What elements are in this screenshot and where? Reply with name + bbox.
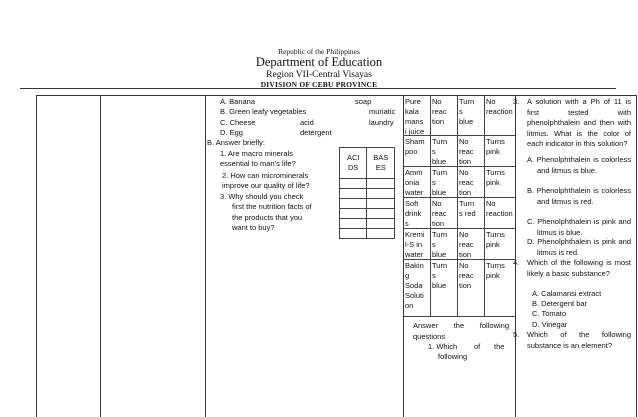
brief-question-2: 2. How can microminerals xyxy=(222,171,309,180)
acid-answer-cell[interactable] xyxy=(340,219,367,229)
choice-d: D. Egg xyxy=(220,128,243,137)
substance-name xyxy=(405,97,429,137)
cell-line: poo xyxy=(405,147,418,156)
question-5-text: Which of the following substance is an element? xyxy=(527,330,631,350)
acid-answer-cell[interactable] xyxy=(340,179,367,189)
cell-line: reac xyxy=(459,178,474,187)
cell-line: s xyxy=(432,271,436,280)
cell-line: No xyxy=(486,97,496,106)
cell-line: Soda xyxy=(405,281,423,290)
substance-name xyxy=(405,168,429,198)
cell-line: pink xyxy=(486,271,500,280)
cell-line: onia xyxy=(405,178,420,187)
question-5-number: 5. xyxy=(513,330,520,339)
cell-line: No xyxy=(432,97,442,106)
cell-line: water xyxy=(405,250,424,259)
base-answer-cell[interactable] xyxy=(367,229,395,239)
red-litmus-result xyxy=(432,261,456,291)
cell-line: s xyxy=(432,178,436,187)
choice-b: B. Green leafy vegetables xyxy=(220,107,307,116)
cell-line: mans xyxy=(405,117,424,126)
cell-line: Soft xyxy=(405,199,419,208)
question-3-option-c: C. Phenolphthalein is pink and litmus is blue. xyxy=(527,217,631,237)
cell-line: reac xyxy=(459,147,474,156)
cell-line: Turn xyxy=(432,168,448,177)
acids-header: ACI DS xyxy=(340,148,367,179)
result-row-divider xyxy=(403,316,515,317)
base-answer-cell[interactable] xyxy=(367,199,395,209)
cell-line: No xyxy=(459,168,469,177)
cell-line: Kremi xyxy=(405,230,425,239)
substance-acid: acid xyxy=(300,118,314,127)
cell-line: Turns xyxy=(486,137,505,146)
question-3-text: A solution with a Ph of 11 is first tested with phenolphthalein and then with litmus. What is the color of each indicator in this solution? xyxy=(527,97,631,148)
cell-line: pink xyxy=(486,178,500,187)
cell-line: Turn xyxy=(432,137,448,146)
cell-line: No xyxy=(486,199,496,208)
cell-line: blue xyxy=(459,117,474,126)
blue-litmus-result xyxy=(459,97,483,127)
blue-litmus-result xyxy=(459,168,483,198)
brief-question-2-cont: improve our quality of life? xyxy=(222,181,310,190)
brief-question-3-cont: want to buy? xyxy=(232,223,275,232)
cell-line: kala xyxy=(405,107,419,116)
cell-line: blue xyxy=(432,250,447,259)
cell-line: tion xyxy=(432,219,445,228)
phenolphthalein-result xyxy=(486,168,514,188)
base-answer-cell[interactable] xyxy=(367,189,395,199)
phenolphthalein-result xyxy=(486,230,514,250)
red-litmus-result xyxy=(432,230,456,260)
choice-a: A. Banana xyxy=(220,97,256,106)
cell-line: reac xyxy=(459,271,474,280)
cell-line: water xyxy=(405,188,424,197)
substance-name xyxy=(405,230,429,260)
republic-line: Republic of the Philippines xyxy=(278,47,360,56)
result-column-divider xyxy=(457,95,458,316)
open-question-1-cont: following xyxy=(438,352,468,361)
question-4-option-b: B. Detergent bar xyxy=(532,299,588,308)
cell-line: pink xyxy=(486,240,500,249)
cell-line: s xyxy=(432,147,436,156)
acid-answer-cell[interactable] xyxy=(340,189,367,199)
cell-line: blue xyxy=(432,188,447,197)
cell-line: tion xyxy=(459,281,472,290)
cell-line: reaction xyxy=(486,107,513,116)
cell-line: Turns xyxy=(486,230,505,239)
cell-line: Sham xyxy=(405,137,425,146)
substance-detergent: detergent xyxy=(300,128,332,137)
acid-answer-cell[interactable] xyxy=(340,209,367,219)
brief-question-3-cont: first the nutrition facts of xyxy=(232,202,312,211)
blue-litmus-result xyxy=(459,199,483,219)
cell-line: s xyxy=(459,107,463,116)
result-column-divider xyxy=(430,95,431,316)
cell-line: drink xyxy=(405,209,422,218)
base-answer-cell[interactable] xyxy=(367,219,395,229)
substance-laundry: laundry xyxy=(369,118,394,127)
division-line: DIVISION OF CEBU PROVINCE xyxy=(260,80,378,89)
base-answer-cell[interactable] xyxy=(367,209,395,219)
cell-line: s xyxy=(432,240,436,249)
blue-litmus-result xyxy=(459,261,483,291)
cell-line: No xyxy=(459,137,469,146)
question-3-option-b: B. Phenolphthalein is colorless and litmus is red. xyxy=(527,186,631,206)
question-4-option-d: D. Vinegar xyxy=(532,320,568,329)
cell-line: blue xyxy=(432,157,447,166)
cell-line: g xyxy=(405,271,410,280)
choice-c: C. Cheese xyxy=(220,118,256,127)
cell-line: i juice xyxy=(405,127,425,136)
bases-header: BAS ES xyxy=(367,148,395,179)
acid-answer-cell[interactable] xyxy=(340,229,367,239)
phenolphthalein-result xyxy=(486,261,514,281)
cell-line: Bakin xyxy=(405,261,424,270)
column-divider-2 xyxy=(205,95,206,417)
blue-litmus-result xyxy=(459,230,483,260)
question-3-option-a: A. Phenolphthalein is colorless and litmus is blue. xyxy=(527,155,631,175)
phenolphthalein-result xyxy=(486,199,514,219)
question-4-option-c: C. Tomato xyxy=(532,309,567,318)
cell-line: Turns xyxy=(486,168,505,177)
cell-line: Turn xyxy=(432,261,448,270)
substance-muriatic: muriatic xyxy=(369,107,396,116)
cell-line: s xyxy=(405,219,409,228)
substance-name xyxy=(405,261,429,311)
blue-litmus-result xyxy=(459,137,483,167)
cell-line: Turn xyxy=(459,199,475,208)
open-question-1: 1. Which xyxy=(428,342,458,351)
cell-line: Turns xyxy=(486,261,505,270)
cell-line: tion xyxy=(459,250,472,259)
cell-line: No xyxy=(459,261,469,270)
column-divider-1 xyxy=(100,95,101,417)
phenolphthalein-result xyxy=(486,137,514,157)
cell-line: Pure xyxy=(405,97,421,106)
red-litmus-result xyxy=(432,97,456,127)
cell-line: s red xyxy=(459,209,476,218)
acids-bases-grid xyxy=(339,147,395,239)
cell-line: Turn xyxy=(432,230,448,239)
phenolphthalein-result xyxy=(486,97,514,117)
cell-line: reac xyxy=(432,107,447,116)
cell-line: Amm xyxy=(405,168,423,177)
result-column-divider xyxy=(484,95,485,316)
brief-question-1-cont: essential to man’s life? xyxy=(220,159,296,168)
cell-line: Soluti xyxy=(405,291,424,300)
column-divider-3 xyxy=(403,95,404,417)
base-answer-cell[interactable] xyxy=(367,179,395,189)
column-divider-4 xyxy=(515,95,516,417)
brief-question-1: 1. Are macro minerals xyxy=(220,149,293,158)
department-title: Department of Education xyxy=(255,55,383,69)
cell-line: tion xyxy=(432,117,445,126)
cell-line: reaction xyxy=(486,209,513,218)
open-question-1-word: of xyxy=(474,342,481,351)
cell-line: reac xyxy=(459,240,474,249)
cell-line: No xyxy=(459,230,469,239)
brief-question-3-cont: the products that you xyxy=(232,213,303,222)
open-question-1-word: the xyxy=(494,342,505,351)
question-3-option-d: D. Phenolphthalein is pink and litmus is red. xyxy=(527,237,631,257)
cell-line: No xyxy=(432,199,442,208)
region-line: Region VII-Central Visayas xyxy=(266,70,372,80)
substance-name xyxy=(405,137,429,157)
red-litmus-result xyxy=(432,199,456,229)
cell-line: tion xyxy=(459,188,472,197)
cell-line: tion xyxy=(459,157,472,166)
question-3-number: 3. xyxy=(513,97,520,106)
cell-line: reac xyxy=(432,209,447,218)
answer-questions-instruction: Answer the following questions xyxy=(413,321,509,341)
acid-answer-cell[interactable] xyxy=(340,199,367,209)
question-4-number: 4. xyxy=(513,258,520,267)
cell-line: Turn xyxy=(459,97,475,106)
question-4-text: Which of the following is most likely a basic substance? xyxy=(527,258,631,278)
question-4-option-a: A. Calamansi extract xyxy=(532,289,602,298)
substance-soap: soap xyxy=(355,97,372,106)
cell-line: pink xyxy=(486,147,500,156)
red-litmus-result xyxy=(432,168,456,198)
substance-name xyxy=(405,199,429,229)
cell-line: on xyxy=(405,301,414,310)
cell-line: blue xyxy=(432,281,447,290)
brief-question-3: 3. Why should you check xyxy=(220,192,304,201)
cell-line: l-S in xyxy=(405,240,423,249)
header-divider xyxy=(20,88,616,89)
section-b-heading: B. Answer briefly: xyxy=(207,138,265,147)
red-litmus-result xyxy=(432,137,456,167)
